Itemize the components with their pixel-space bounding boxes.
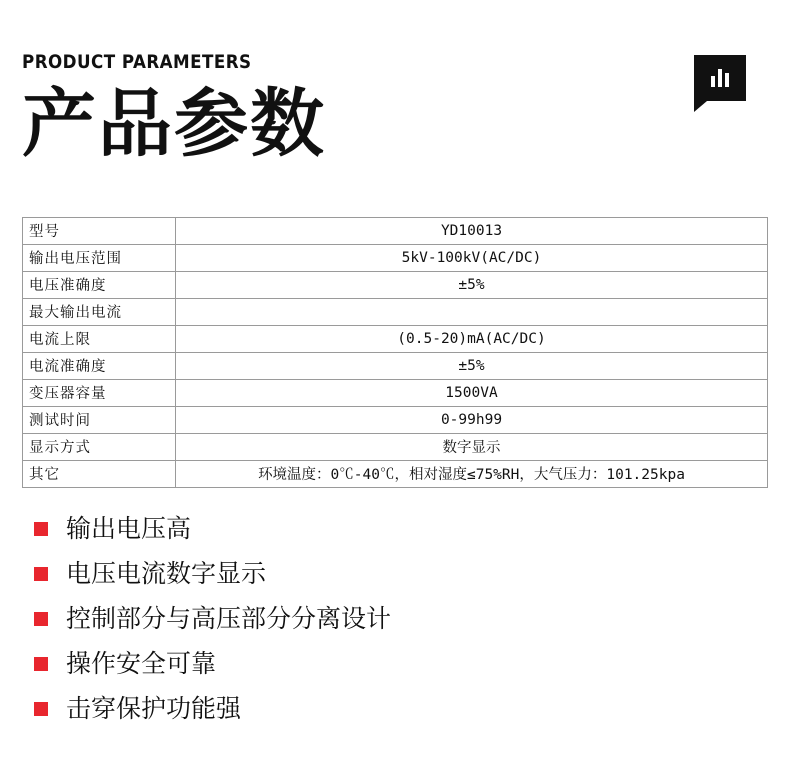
spec-value: 0-99h99 bbox=[176, 406, 768, 433]
table-row bbox=[23, 298, 768, 325]
square-bullet-icon bbox=[34, 702, 48, 716]
table-row bbox=[23, 244, 768, 271]
spec-label: 电流上限 bbox=[23, 325, 176, 352]
bar-chart-icon bbox=[694, 55, 746, 101]
table-row bbox=[23, 352, 768, 379]
spec-value: ±5% bbox=[176, 271, 768, 298]
spec-label: 变压器容量 bbox=[23, 379, 176, 406]
spec-label: 测试时间 bbox=[23, 406, 176, 433]
spec-label: 输出电压范围 bbox=[23, 244, 176, 271]
spec-label: 最大输出电流 bbox=[23, 298, 176, 325]
table-row bbox=[23, 217, 768, 244]
spec-value: ±5% bbox=[176, 352, 768, 379]
page-title: 产品参数 bbox=[22, 80, 326, 167]
feature-text: 击穿保护功能强 bbox=[66, 693, 242, 723]
spec-label: 电压准确度 bbox=[23, 271, 176, 298]
spec-value: 数字显示 bbox=[176, 433, 768, 460]
spec-value: 5kV-100kV(AC/DC) bbox=[176, 244, 768, 271]
list-item bbox=[34, 559, 768, 589]
feature-text: 输出电压高 bbox=[66, 513, 192, 543]
list-item bbox=[34, 694, 768, 724]
spec-label: 其它 bbox=[23, 460, 176, 487]
feature-text: 电压电流数字显示 bbox=[66, 558, 267, 588]
page-eyebrow: PRODUCT PARAMETERS bbox=[22, 51, 252, 73]
spec-value: 环境温度：0℃-40℃，相对湿度≤75%RH，大气压力：101.25kpa bbox=[176, 460, 768, 487]
square-bullet-icon bbox=[34, 657, 48, 671]
square-bullet-icon bbox=[34, 612, 48, 626]
table-row bbox=[23, 460, 768, 487]
spec-label: 电流准确度 bbox=[23, 352, 176, 379]
page-header bbox=[22, 0, 768, 167]
feature-list bbox=[22, 514, 768, 724]
list-item bbox=[34, 649, 768, 679]
specifications-table bbox=[22, 217, 768, 488]
spec-value bbox=[176, 298, 768, 325]
spec-value: YD10013 bbox=[176, 217, 768, 244]
bar-chart-icon-bars bbox=[711, 69, 729, 87]
table-row bbox=[23, 325, 768, 352]
table-row bbox=[23, 433, 768, 460]
spec-value: 1500VA bbox=[176, 379, 768, 406]
table-row bbox=[23, 271, 768, 298]
bar-chart-icon-tail bbox=[694, 101, 707, 112]
spec-value: (0.5-20)mA(AC/DC) bbox=[176, 325, 768, 352]
list-item bbox=[34, 604, 768, 634]
square-bullet-icon bbox=[34, 567, 48, 581]
spec-label: 显示方式 bbox=[23, 433, 176, 460]
square-bullet-icon bbox=[34, 522, 48, 536]
list-item bbox=[34, 514, 768, 544]
table-row bbox=[23, 406, 768, 433]
feature-text: 操作安全可靠 bbox=[66, 648, 217, 678]
spec-label: 型号 bbox=[23, 217, 176, 244]
feature-text: 控制部分与高压部分分离设计 bbox=[66, 603, 392, 633]
table-row bbox=[23, 379, 768, 406]
